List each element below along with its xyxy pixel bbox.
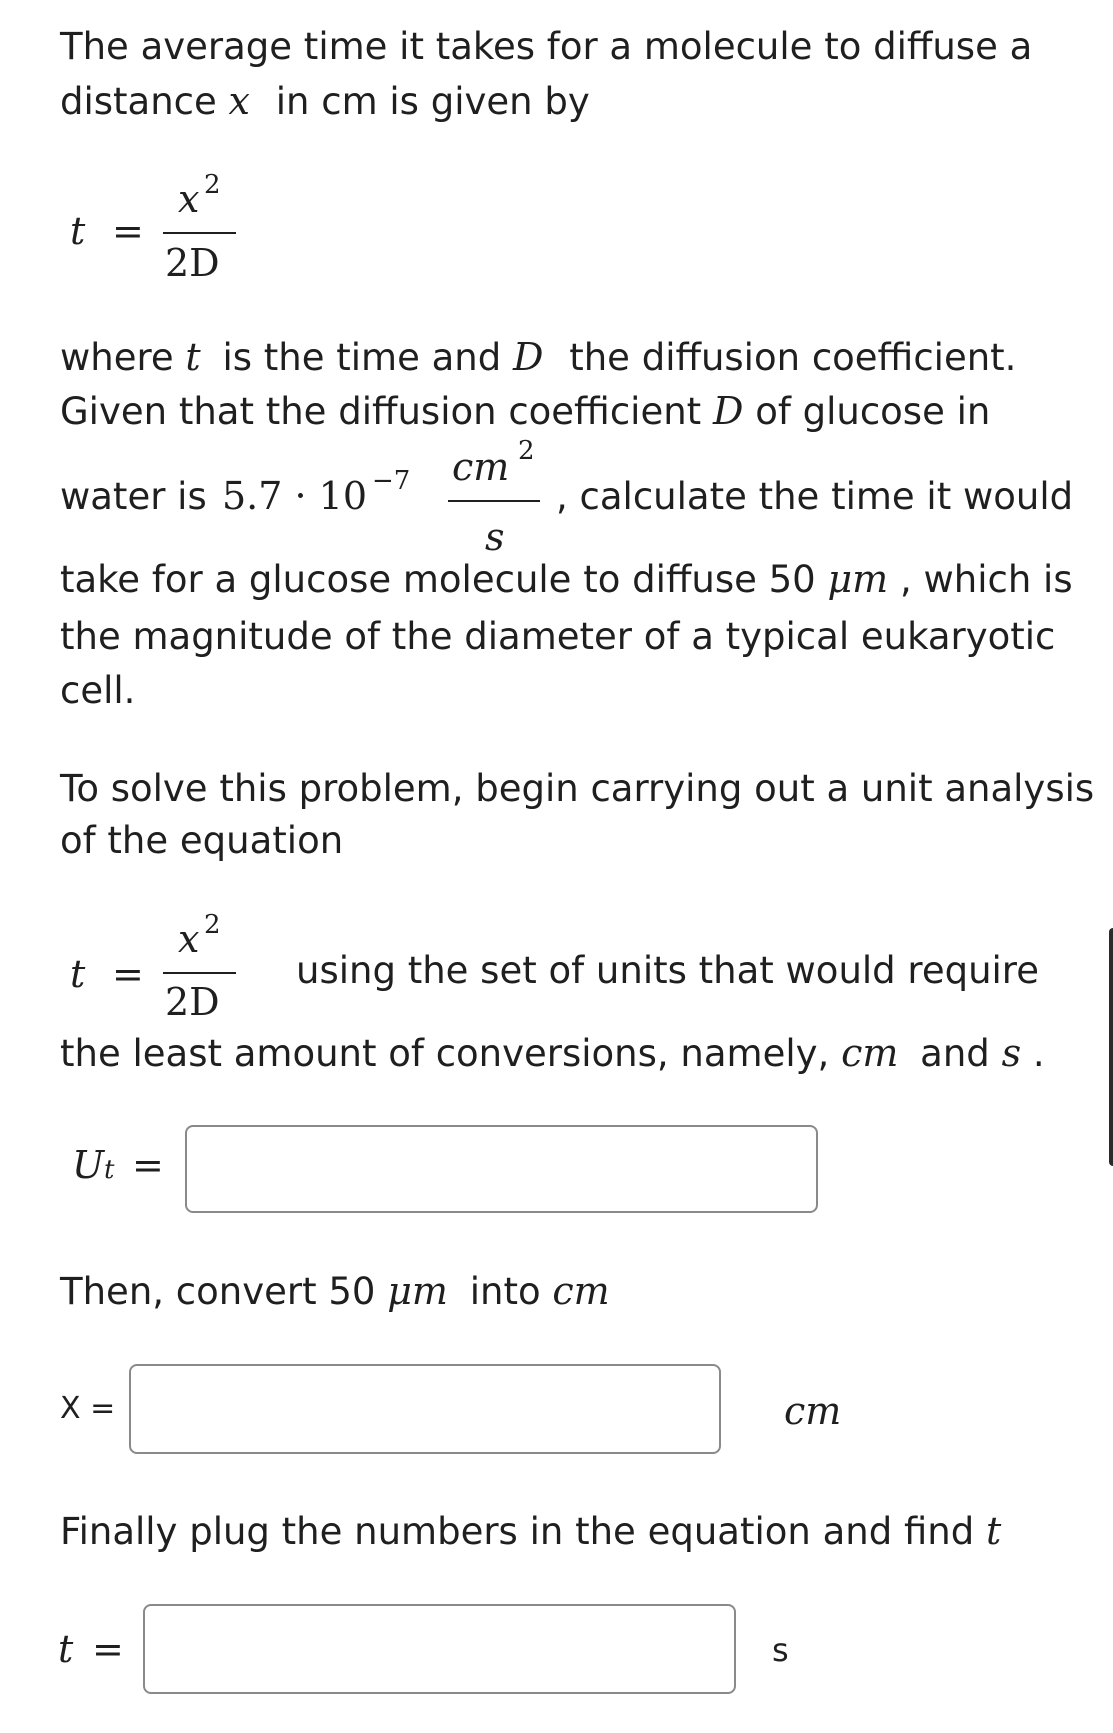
unit-analysis-line-2: of the equation (60, 819, 344, 862)
intro-line-2 (60, 79, 590, 123)
unit-analysis-line-1: To solve this problem, begin carrying out a unit analysis (60, 767, 1095, 810)
definition-line-6: cell. (60, 669, 136, 712)
definition-calculate-text: , calculate the time it would (556, 475, 1074, 518)
formula-fraction-bar (163, 232, 236, 234)
definition-line-2: Given that the diffusion coefficient D of glucose in (60, 389, 991, 433)
ut-equals: = (132, 1143, 164, 1187)
x-unit: cm (784, 1389, 842, 1433)
definition-line-1: where t is the time and D the diffusion coefficient. (60, 335, 1017, 379)
formula2-t: t (70, 952, 86, 996)
convert-line: Then, convert 50 μm into cm (60, 1269, 610, 1313)
ut-answer-input[interactable] (185, 1125, 818, 1213)
definition-water-text: water is (60, 475, 207, 518)
unit-numerator: cm (452, 445, 510, 489)
final-line: Finally plug the numbers in the equation and find t (60, 1509, 1002, 1553)
intro-line-1: The average time it takes for a molecule to diffuse a (60, 25, 1033, 68)
t-answer-input[interactable] (143, 1604, 736, 1694)
formula-equals: = (112, 209, 144, 253)
unit-s: s (1001, 1031, 1022, 1075)
var-x: x (228, 79, 250, 123)
final-t: t (985, 1509, 1002, 1553)
var-D: D (512, 335, 544, 379)
var-D-2: D (712, 389, 744, 433)
unit-cm: cm (841, 1031, 899, 1075)
t-label: t (58, 1627, 74, 1671)
unit-numerator-exponent: 2 (518, 436, 535, 466)
formula-t: t (70, 209, 86, 253)
unit-denominator: s (485, 515, 505, 559)
x-answer-input[interactable] (129, 1364, 721, 1454)
formula2-numerator: x (178, 917, 200, 961)
unit-analysis-side-text: using the set of units that would require (296, 949, 1039, 992)
convert-cm: cm (552, 1269, 610, 1313)
intro-distance-text: distance (60, 80, 217, 123)
formula2-fraction-bar (163, 972, 236, 974)
t-unit: s (772, 1631, 789, 1669)
ut-label: Ut (72, 1143, 115, 1187)
formula2-numerator-exponent: 2 (204, 910, 221, 940)
formula2-denominator: 2D (165, 980, 220, 1024)
intro-given-text: in cm is given by (275, 80, 590, 123)
formula-denominator: 2D (165, 241, 220, 285)
definition-line-5: the magnitude of the diameter of a typical eukaryotic (60, 615, 1056, 658)
t-equals: = (92, 1627, 124, 1671)
unit-analysis-line-3: the least amount of conversions, namely, cm and s . (60, 1031, 1045, 1075)
formula-numerator: x (178, 177, 200, 221)
definition-line-4: take for a glucose molecule to diffuse 50 μm , which is (60, 557, 1073, 601)
x-label: X = (60, 1391, 116, 1426)
diffusion-coefficient-exponent: −7 (372, 466, 411, 496)
convert-um: μm (387, 1269, 448, 1313)
unit-um: μm (827, 557, 889, 601)
formula2-equals: = (112, 952, 144, 996)
diffusion-coefficient-value: 5.7 · 10 (222, 474, 368, 518)
scrollbar-thumb[interactable] (1109, 928, 1113, 1166)
unit-fraction-bar (448, 500, 540, 502)
formula-numerator-exponent: 2 (204, 170, 221, 200)
var-t: t (185, 335, 201, 379)
